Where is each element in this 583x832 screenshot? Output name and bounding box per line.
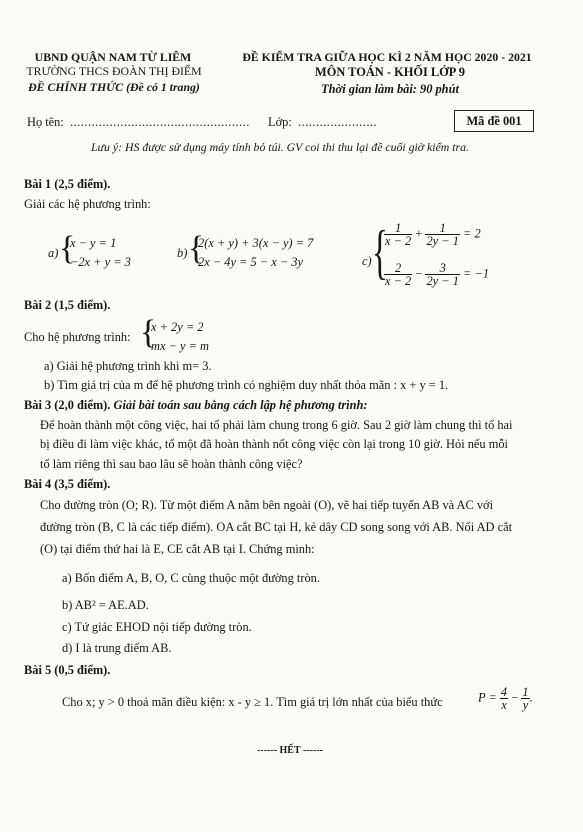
class-label: Lớp:: [268, 115, 292, 129]
bai1-c-eq1: $\frac{1}{x - 2}$ + $\frac{1}{2y - 1}$ = 2: [385, 221, 481, 248]
bai4-line2: đường tròn (B, C là các tiếp điểm). OA cắt BC tại H, kẻ dây CD song song với AB. Nối AD cắt: [40, 520, 513, 534]
fraction: $\frac{1}{y}$: [522, 685, 529, 712]
system-brace: {: [140, 314, 157, 351]
bai1-b-eq1: 2(x + y) + 3(x − y) = 7: [198, 236, 314, 250]
bai2-heading: Bài 2 (1,5 điểm).: [24, 298, 111, 312]
bai1-a-eq2: −2x + y = 3: [70, 255, 131, 269]
bai4-b: b) AB² = AE.AD.: [62, 598, 149, 612]
bai2-eq2: mx − y = m: [151, 339, 210, 353]
fraction: $\frac{1}{x - 2}$: [385, 221, 412, 248]
org-name: UBND QUẬN NAM TỪ LIÊM: [34, 50, 192, 64]
bai2-intro: Cho hệ phương trình:: [24, 330, 131, 344]
bai4-c: c) Tứ giác EHOD nội tiếp đường tròn.: [62, 620, 252, 634]
exam-title: ĐỀ KIỂM TRA GIỮA HỌC KÌ 2 NĂM HỌC 2020 - 2021: [242, 50, 532, 64]
end-marker: ------ HẾT ------: [257, 745, 323, 756]
bai3-heading-line: [24, 398, 368, 413]
bai3-heading: Bài 3 (2,0 điểm).: [24, 398, 111, 412]
bai4-heading: Bài 4 (3,5 điểm).: [24, 477, 111, 491]
bai1-b-label: b): [177, 246, 188, 260]
subject-title: MÔN TOÁN - KHỐI LỚP 9: [315, 65, 465, 79]
bai4-line1: Cho đường tròn (O; R). Từ một điểm A nằm bên ngoài (O), vẽ hai tiếp tuyến AB và AC với: [40, 498, 494, 512]
bai1-c-label: c): [362, 254, 372, 268]
bai3-line3: tổ làm riêng thì sau bao lâu sẽ hoàn thành công việc?: [40, 457, 303, 471]
bai2-a: a) Giải hệ phương trình khi m= 3.: [44, 359, 212, 373]
exam-code-box: Mã đề 001: [454, 110, 534, 132]
bai5-heading: Bài 5 (0,5 điểm).: [24, 663, 111, 677]
official-label: ĐỀ CHÍNH THỨC (Đề có 1 trang): [28, 80, 200, 94]
system-brace: {: [372, 219, 388, 285]
bai4-d: d) I là trung điểm AB.: [62, 641, 172, 655]
exam-note: Lưu ý: HS được sử dụng máy tính bỏ túi. GV coi thi thu lại đề cuối giờ kiểm tra.: [90, 140, 469, 154]
bai1-b-eq2: 2x − 4y = 5 − x − 3y: [198, 255, 304, 269]
bai1-a-eq1: x − y = 1: [70, 236, 117, 250]
bai3-heading-tail: Giải bài toán sau bằng cách lập hệ phương trình:: [113, 398, 368, 412]
bai1-instruction: Giải các hệ phương trình:: [24, 197, 151, 211]
bai2-b: b) Tìm giá trị của m để hệ phương trình có nghiệm duy nhất thỏa mãn : x + y = 1.: [44, 378, 449, 392]
fraction: $\frac{2}{x - 2}$: [385, 261, 412, 288]
system-brace: {: [59, 230, 76, 267]
bai3-line1: Để hoàn thành một công việc, hai tổ phải làm chung trong 6 giờ. Sau 2 giờ làm chung thì tổ hai: [40, 418, 513, 432]
school-name: TRƯỜNG THCS ĐOÀN THỊ ĐIỂM: [26, 64, 202, 78]
bai5-text: Cho x; y > 0 thoả mãn điều kiện: x - y ≥ 1. Tìm giá trị lớn nhất của biểu thức: [62, 695, 443, 709]
student-name-label: Họ tên:: [27, 115, 64, 129]
bai1-heading: Bài 1 (2,5 điểm).: [24, 177, 111, 191]
bai1-c-eq2: $\frac{2}{x - 2}$ − $\frac{3}{2y - 1}$ = −1: [385, 261, 490, 288]
class-field[interactable]: ......................: [298, 115, 378, 129]
bai3-line2: bị điều đi làm việc khác, tổ một đã hoàn thành nốt công việc còn lại trong 10 giờ. Hỏi nếu mỗi: [40, 437, 509, 451]
bai4-a: a) Bốn điểm A, B, O, C cùng thuộc một đường tròn.: [62, 571, 320, 585]
fraction: $\frac{3}{2y - 1}$: [426, 261, 459, 288]
system-brace: {: [188, 230, 205, 267]
bai2-eq1: x + 2y = 2: [151, 320, 204, 334]
fraction: $\frac{1}{2y - 1}$: [426, 221, 459, 248]
fraction: $\frac{4}{x}$: [500, 685, 508, 712]
exam-time: Thời gian làm bài: 90 phút: [321, 82, 459, 96]
bai4-line3: (O) tại điểm thứ hai là E, CE cắt AB tại I. Chứng minh:: [40, 542, 315, 556]
bai5-expression: P = $\frac{4}{x}$ − $\frac{1}{y}$ .: [478, 685, 533, 712]
student-name-field[interactable]: ..................................................: [70, 115, 250, 129]
bai1-a-label: a): [48, 246, 59, 260]
